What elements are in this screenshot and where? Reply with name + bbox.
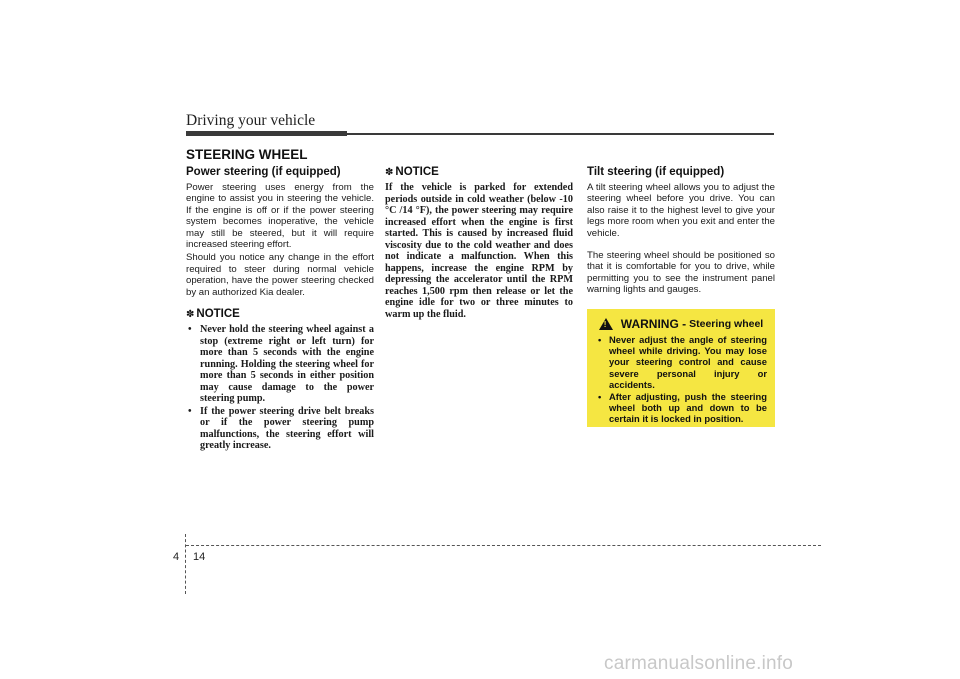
notice-list: [186, 324, 374, 452]
cross-star-icon: ✽: [186, 309, 195, 321]
tilt-steering-paragraph-2: The steering wheel should be positioned so that it is comfortable for you to drive, while permitting you to see the instrument panel warning lights and gauges.: [587, 250, 775, 296]
cold-weather-notice-text: If the vehicle is parked for extended periods outside in cold weather (below -10 °C /14 °F), the power steering may require increased effort when the engine is first started. This is caused by increased fluid viscosity due to the cold weather and does not indicate a malfunction. When this happens, increase the engine RPM by depressing the accelerator until the RPM reaches 1,500 rpm then release or let the engine idle for two or three minutes to warm up the fluid.: [385, 182, 573, 320]
power-steering-paragraph-1: Power steering uses energy from the engine to assist you in steering the vehicle. If the engine is off or if the power steering system becomes inoperative, the vehicle may still be steered, but it will require increased steering effort.: [186, 182, 374, 251]
watermark: carmanualsonline.info: [604, 653, 794, 674]
tilt-steering-paragraph-1: A tilt steering wheel allows you to adjust the steering wheel before you drive. You can also raise it to the highest level to give your legs more room when you exit and enter the vehicle.: [587, 182, 775, 239]
header-accent-bar: [186, 131, 347, 136]
notice-label: NOTICE: [395, 166, 439, 178]
column-left: [186, 166, 374, 453]
notice-label: NOTICE: [196, 308, 240, 321]
warning-box: [587, 309, 775, 427]
header-rule: [347, 133, 774, 135]
list-item: • Never adjust the angle of steering wheel while driving. You may lose your steering control and cause severe personal injury or accidents.: [595, 334, 767, 390]
warning-heading: [595, 317, 767, 331]
footer-divider: [186, 545, 821, 546]
power-steering-paragraph-2: Should you notice any change in the effort required to steer during normal vehicle operation, have the power steering checked by an authorized Kia dealer.: [186, 252, 374, 298]
section-title: STEERING WHEEL: [186, 147, 308, 162]
notice-heading: [385, 166, 573, 178]
warning-list: [595, 334, 767, 425]
warning-triangle-icon: !: [599, 318, 613, 330]
list-item: • After adjusting, push the steering wheel both up and down to be certain it is locked in position.: [595, 391, 767, 425]
notice-heading: [186, 308, 374, 320]
page-header-title: Driving your vehicle: [186, 112, 316, 129]
column-right: [587, 166, 775, 298]
tilt-steering-heading: Tilt steering (if equipped): [587, 166, 725, 178]
warning-label: WARNING -: [620, 317, 687, 331]
list-item: • Never hold the steering wheel against a stop (extreme right or left turn) for more than 5 seconds with the engine running. Holding the steering wheel for more than 5 seconds in either position may cause damage to the power steering pump.: [186, 324, 374, 405]
warning-subject: Steering wheel: [689, 318, 764, 330]
chapter-number: 4: [173, 551, 180, 563]
column-middle: [385, 166, 573, 320]
footer-vertical-divider: [185, 534, 186, 594]
power-steering-heading: Power steering (if equipped): [186, 166, 341, 178]
list-item: • If the power steering drive belt breaks or if the power steering pump malfunctions, the steering effort will greatly increase.: [186, 406, 374, 452]
page-number: 14: [193, 551, 206, 563]
cross-star-icon: ✽: [385, 167, 394, 178]
